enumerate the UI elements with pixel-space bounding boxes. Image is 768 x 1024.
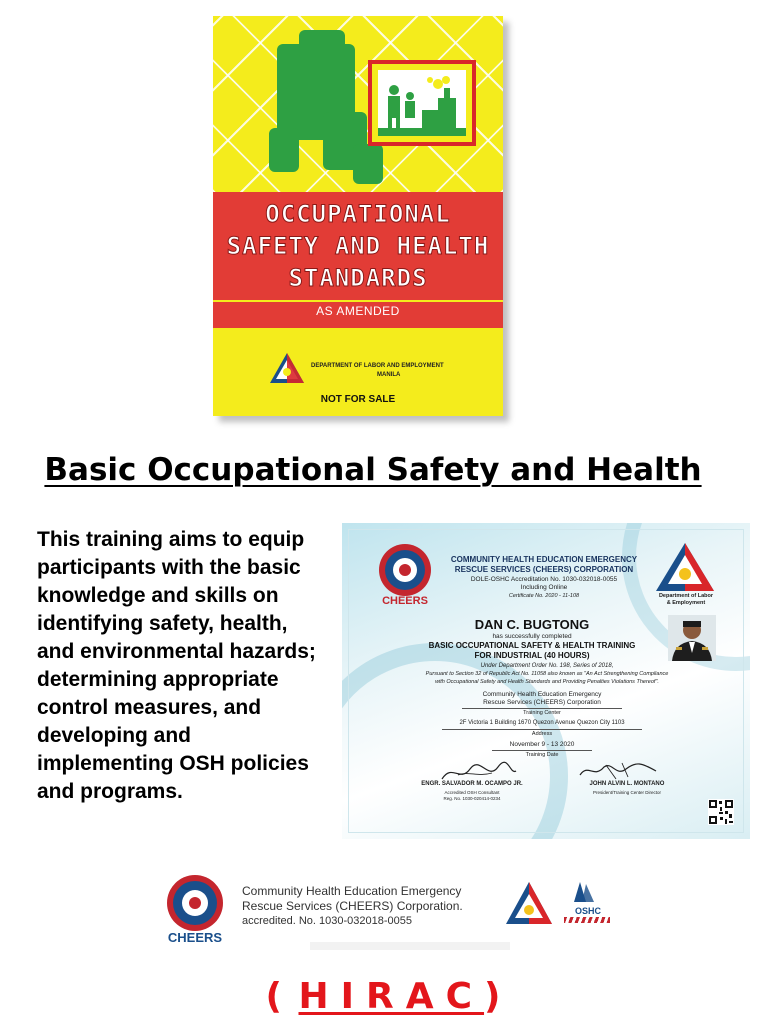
- signatory-1-reg: Reg. No. 1030-020414-0234: [443, 796, 501, 801]
- cheers-banner: [150, 866, 640, 950]
- oshc-stripes: [564, 917, 610, 923]
- center-line-1: Community Health Education Emergency: [482, 691, 602, 698]
- osh-standards-book-cover: [213, 16, 503, 416]
- cheers-label: CHEERS: [382, 595, 428, 607]
- book-footer: NOT FOR SALE: [320, 394, 396, 405]
- course-line-2: FOR INDUSTRIAL (40 HOURS): [474, 651, 590, 660]
- signatory-1-title: Accredited OSH Consultant: [444, 790, 500, 795]
- hirac-close-paren: ): [484, 976, 503, 1017]
- oshc-label: OSHC: [574, 906, 601, 916]
- center-line-2: Rescue Services (CHEERS) Corporation: [483, 699, 601, 706]
- book-title-line-2: SAFETY AND HEALTH: [226, 232, 490, 260]
- qr-code-icon: [708, 799, 734, 825]
- cert-org-line-1: COMMUNITY HEALTH EDUCATION EMERGENCY: [450, 555, 638, 564]
- dole-logo-icon: [504, 880, 554, 926]
- completed-text: has successfully completed: [492, 633, 572, 640]
- cheers-logo-icon: [166, 874, 224, 932]
- book-title-line-1: OCCUPATIONAL: [265, 200, 451, 228]
- hirac-word: HIRAC: [298, 976, 485, 1017]
- signatory-2-title: President/Training Center Director: [592, 790, 662, 795]
- cert-online: Including Online: [520, 584, 568, 591]
- center-label: Training Center: [523, 710, 561, 716]
- book-title-line-3: STANDARDS: [288, 264, 428, 292]
- training-date-label: Training Date: [525, 752, 559, 758]
- hirac-open-paren: (: [265, 976, 284, 1017]
- underline: [462, 708, 622, 709]
- person-photo-icon: [668, 615, 716, 661]
- publisher-text: [311, 362, 491, 380]
- banner-cut-edge: [310, 942, 510, 950]
- worker-factory-icon: [378, 70, 466, 136]
- banner-org-text: [242, 884, 472, 929]
- book-subtitle: AS AMENDED: [316, 304, 400, 318]
- signatory-2-name: JOHN ALVIN L. MONTANO: [589, 781, 665, 787]
- underline: [492, 750, 592, 751]
- dole-logo-icon: [269, 352, 305, 384]
- training-description: This training aims to equip participants with the basic knowledge and skills on identifying safety, health, and environmental hazards; determining appropriate control measures, and developing and implementing OSH policies and programs.: [37, 528, 316, 803]
- recipient-photo: [668, 615, 716, 661]
- banner-org-line-3: accredited. No. 1030-032018-0055: [242, 915, 413, 927]
- industry-emblem-inner: [378, 70, 466, 136]
- signature-2-icon: [576, 759, 660, 783]
- cert-org-line-2: RESCUE SERVICES (CHEERS) CORPORATION: [454, 565, 634, 574]
- cert-accreditation: DOLE-OSHC Accreditation No. 1030-032018-0055: [470, 576, 618, 583]
- page-title: Basic Occupational Safety and Health: [44, 452, 702, 488]
- banner-org-line-2: Rescue Services (CHEERS) Corporation.: [242, 899, 463, 913]
- map-shape: [269, 128, 299, 172]
- dole-logo-icon: [654, 541, 716, 593]
- pursuant-line-1: Pursuant to Section 32 of Republic Act No. 11058 also known as "An Act Strengthening Compliance: [425, 671, 669, 677]
- cert-number: Certificate No. 2020 - 11-108: [508, 593, 580, 599]
- order-line: Under Department Order No. 198, Series of 2018,: [480, 663, 614, 669]
- training-certificate: [342, 523, 750, 839]
- map-shape: [353, 144, 383, 184]
- publisher-line-2: MANILA: [377, 372, 401, 378]
- cheers-label: CHEERS: [167, 930, 223, 945]
- cheers-logo-icon: [378, 543, 432, 597]
- address-text: 2F Victoria 1 Building 1670 Quezon Avenue Quezon City 1103: [459, 720, 625, 726]
- dole-label-line-2: & Employment: [666, 600, 706, 606]
- dole-label-line-1: Department of Labor: [658, 593, 714, 599]
- signatory-1-name: ENGR. SALVADOR M. OCAMPO JR.: [421, 781, 523, 787]
- banner-org-line-1: Community Health Education Emergency: [242, 884, 462, 898]
- map-shape: [299, 30, 345, 60]
- underline: [442, 729, 642, 730]
- address-label: Address: [531, 731, 553, 737]
- course-line-1: BASIC OCCUPATIONAL SAFETY & HEALTH TRAINING: [428, 641, 636, 650]
- hirac-heading: [0, 976, 768, 1017]
- industry-emblem: [368, 60, 476, 146]
- recipient-name: DAN C. BUGTONG: [474, 617, 590, 632]
- publisher-line-1: DEPARTMENT OF LABOR AND EMPLOYMENT: [311, 363, 444, 369]
- oshc-logo-icon: [564, 880, 612, 904]
- divider: [213, 300, 503, 302]
- training-date: November 9 - 13 2020: [509, 741, 575, 748]
- pursuant-line-2: with Occupational Safety and Health Standards and Providing Penalties Violations Thereof".: [435, 679, 659, 685]
